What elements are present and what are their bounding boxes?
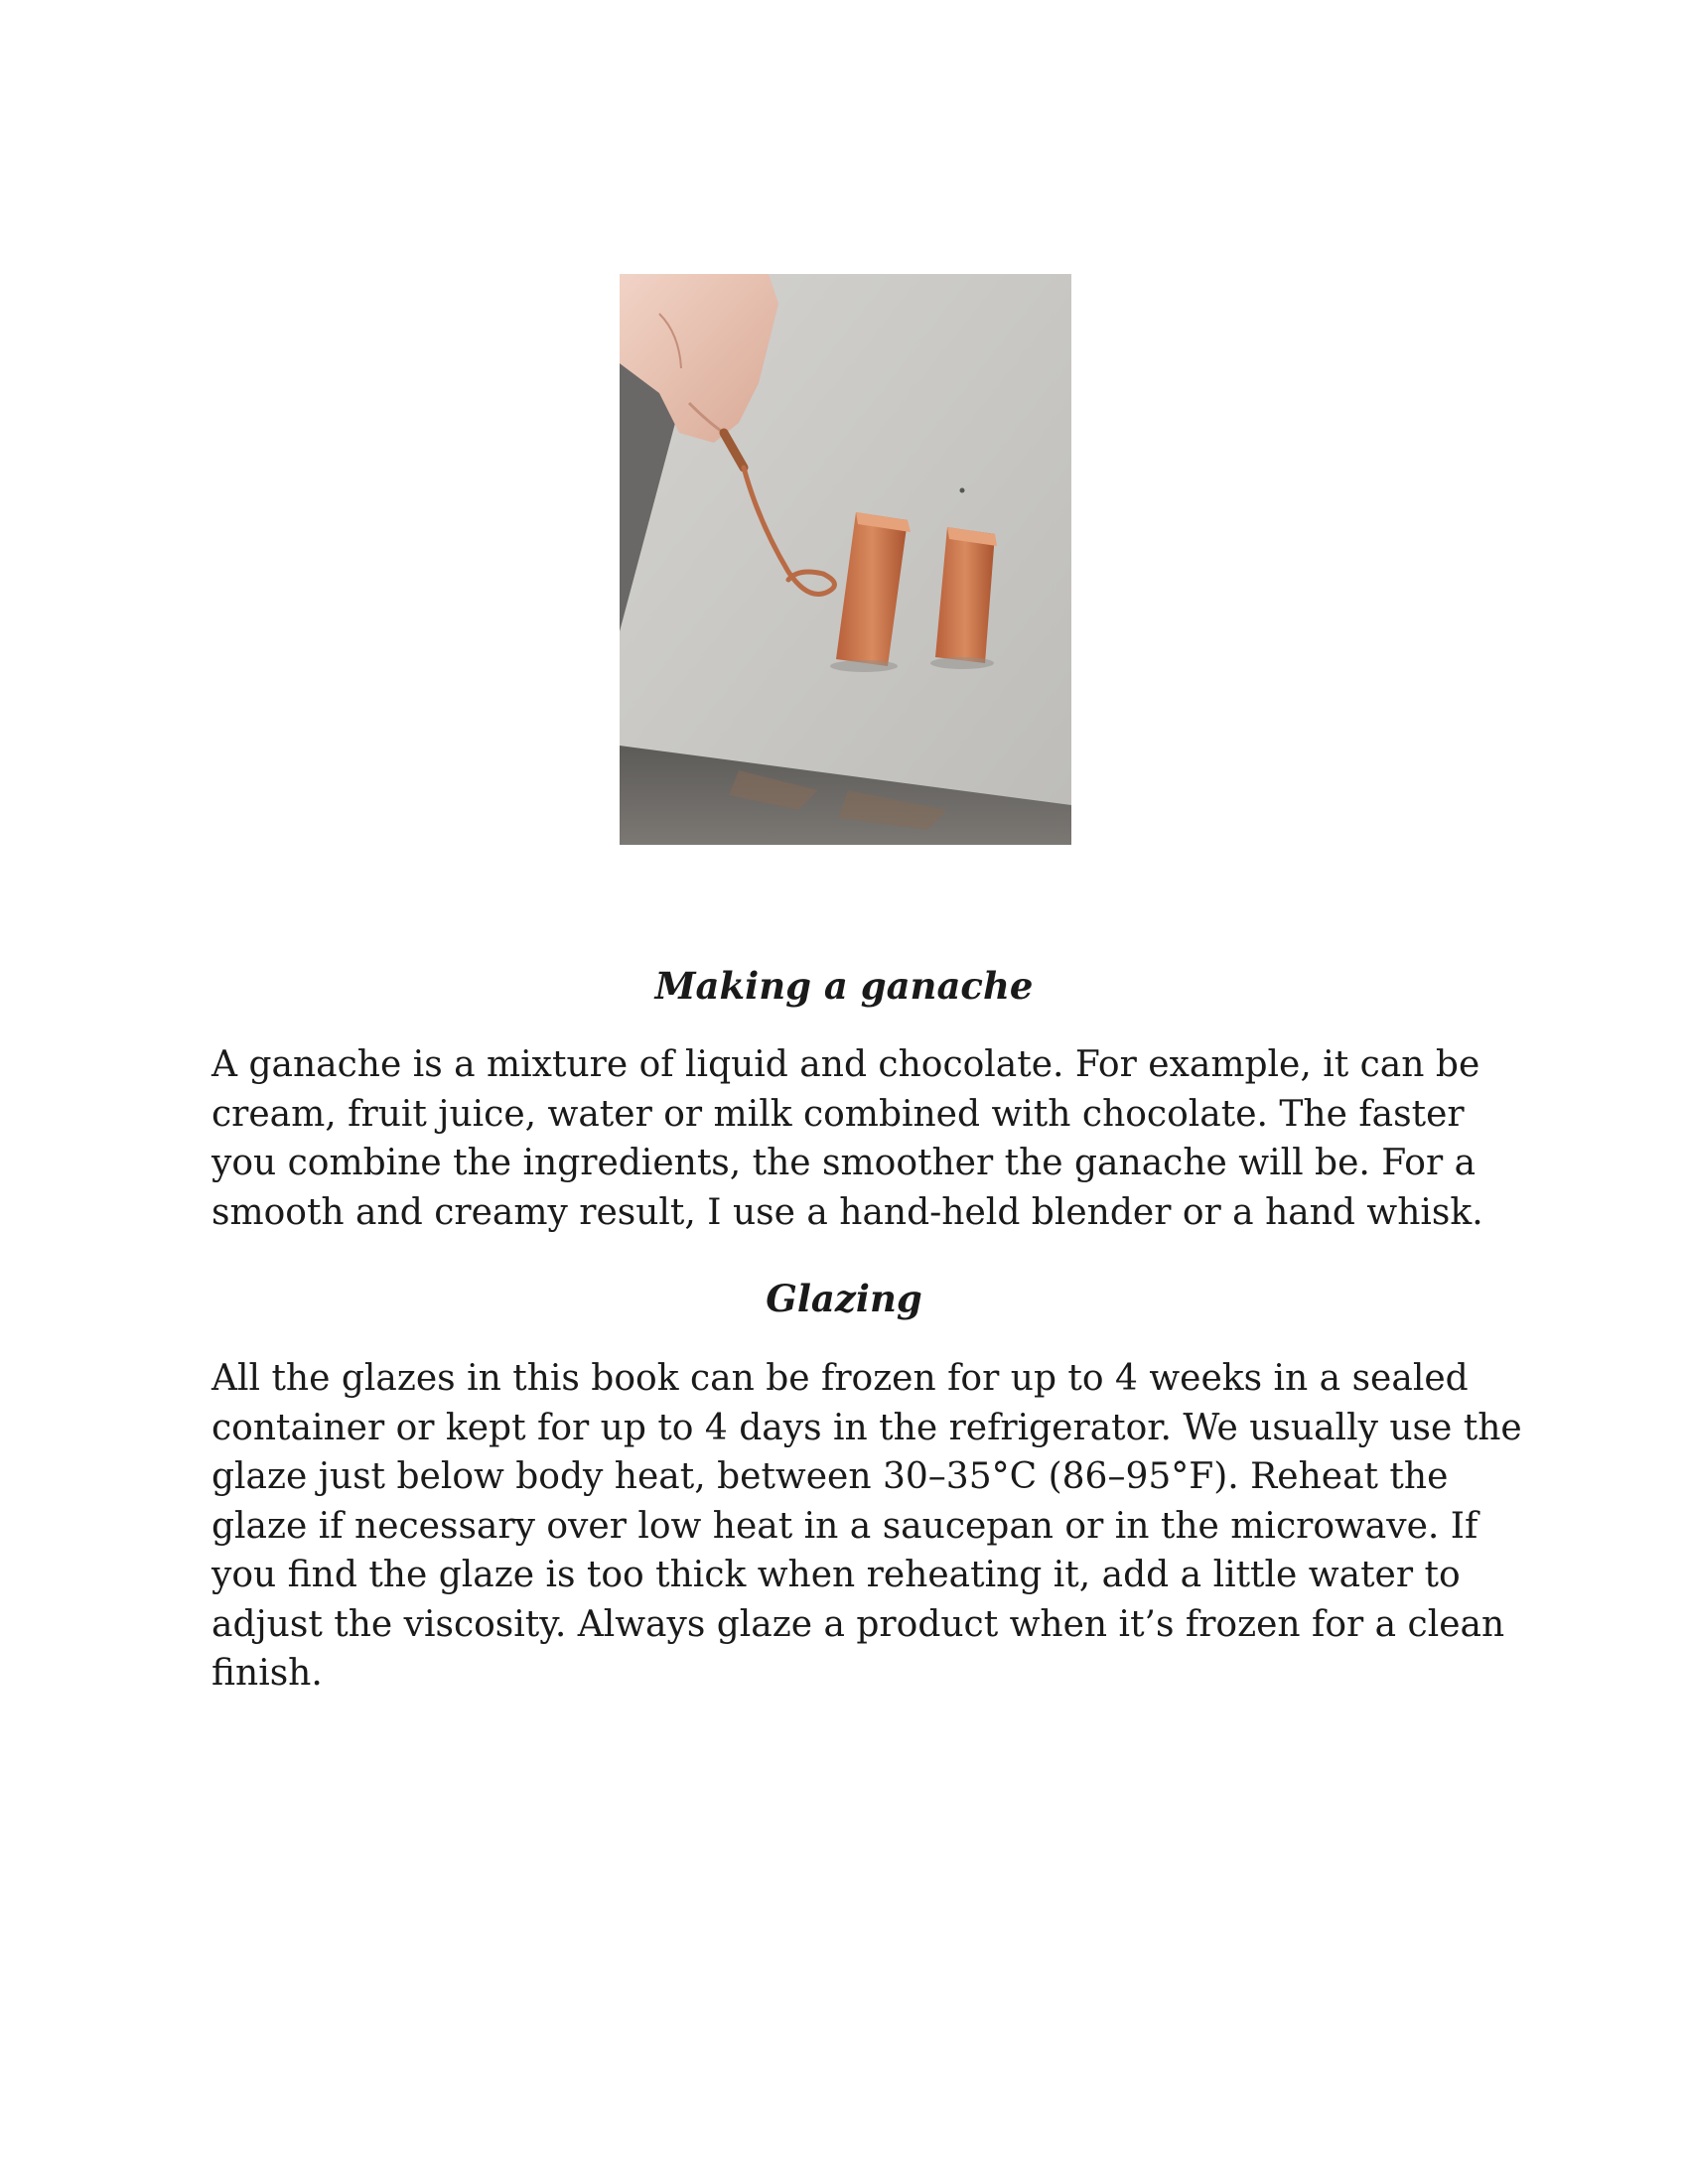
text-line: you find the glaze is too thick when reheating it, add a little water to	[211, 1555, 1461, 1595]
text-line: cream, fruit juice, water or milk combined with chocolate. The faster	[211, 1093, 1465, 1135]
section-paragraph-ganache	[211, 1040, 1492, 1237]
text-line: A ganache is a mixture of liquid and chocolate. For example, it can be	[211, 1044, 1480, 1085]
text-line: you combine the ingredients, the smoother the ganache will be. For a	[211, 1143, 1477, 1183]
text-line: glaze if necessary over low heat in a saucepan or in the microwave. If	[211, 1505, 1478, 1547]
text-line: smooth and creamy result, I use a hand-held blender or a hand whisk.	[211, 1191, 1483, 1233]
text-line: glaze just below body heat, between 30–35°C (86–95°F). Reheat the	[211, 1456, 1449, 1497]
section-heading-ganache: Making a ganache	[654, 964, 1034, 1008]
ganache-piping-photo	[620, 274, 1071, 845]
text-line: All the glazes in this book can be frozen for up to 4 weeks in a sealed	[211, 1358, 1469, 1399]
section-paragraph-glazing	[211, 1354, 1522, 1699]
photo-illustration	[620, 274, 1071, 845]
section-heading-glazing: Glazing	[766, 1277, 922, 1320]
text-line: adjust the viscosity. Always glaze a product when it’s frozen for a clean	[211, 1603, 1505, 1645]
text-line: container or kept for up to 4 days in the refrigerator. We usually use the	[211, 1407, 1522, 1448]
text-line: finish.	[211, 1653, 323, 1694]
